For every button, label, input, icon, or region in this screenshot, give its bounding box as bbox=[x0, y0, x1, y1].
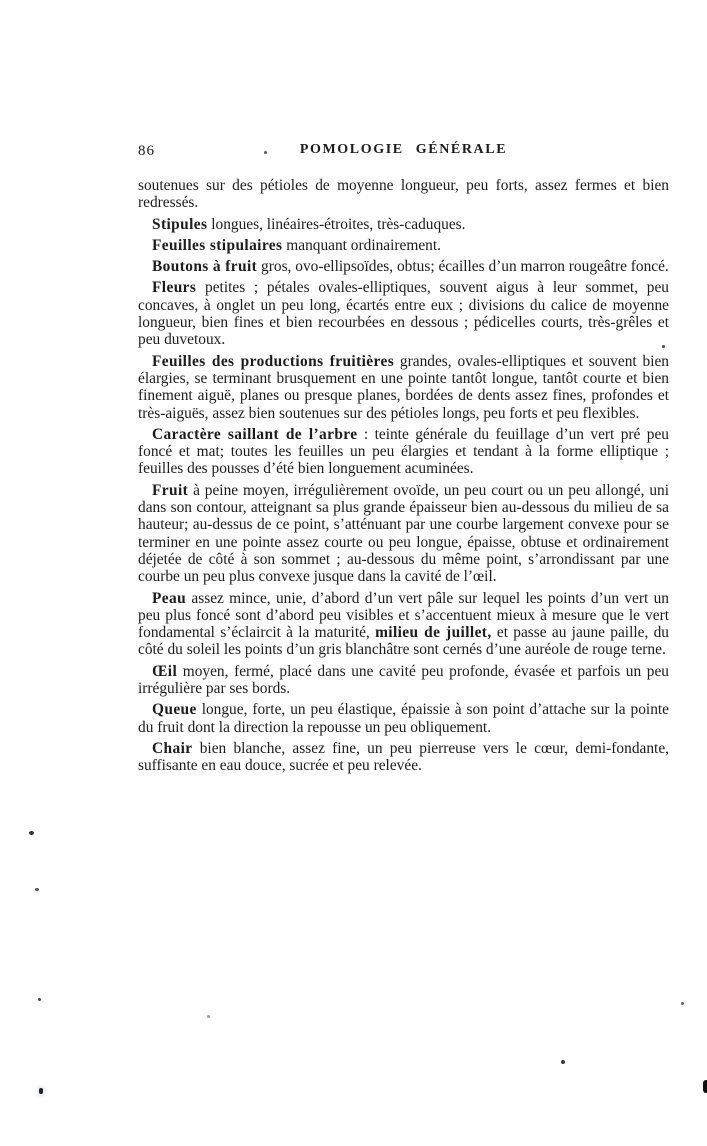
ink-speck bbox=[561, 1060, 565, 1064]
paragraph bbox=[138, 177, 669, 212]
page-header bbox=[138, 142, 669, 162]
paragraph bbox=[138, 258, 669, 275]
paragraph-lead-word: Peau bbox=[152, 589, 187, 607]
paragraph-lead-word: milieu de juillet, bbox=[375, 624, 492, 642]
paragraph-text: moyen, fermé, placé dans une cavité peu profonde, évasée et parfois un peu irrégulière par ses bords. bbox=[138, 662, 669, 698]
ink-speck bbox=[207, 1015, 210, 1018]
paragraph bbox=[138, 216, 669, 233]
paragraph-text: assez mince, unie, d’abord d’un vert pâle sur lequel les points d’un vert un peu plus foncé sont d’abord peu visibles et s’accentuent mieux à mesure que le vert fondamental s’éclaircit à la maturité, bbox=[138, 589, 669, 642]
paragraph-lead-word: Chair bbox=[152, 739, 193, 757]
running-title: POMOLOGIE GÉNÉRALE bbox=[299, 142, 508, 157]
ink-speck bbox=[39, 1088, 43, 1094]
paragraph-lead-word: Stipules bbox=[152, 215, 208, 233]
ink-speck bbox=[29, 831, 34, 835]
ink-blot bbox=[703, 1080, 707, 1093]
paragraph-lead-word: Fleurs bbox=[152, 279, 197, 297]
ink-speck bbox=[35, 888, 39, 891]
ink-speck bbox=[681, 1002, 684, 1005]
paragraph bbox=[138, 279, 669, 348]
paragraph-lead-word: Fruit bbox=[152, 481, 189, 499]
ink-speck bbox=[38, 998, 41, 1001]
paragraph-lead-word: Œil bbox=[152, 662, 178, 680]
paragraph-text: gros, ovo-ellipsoïdes, obtus; écailles d’un marron rougeâtre foncé. bbox=[257, 258, 669, 276]
paragraph-text: à peine moyen, irrégulièrement ovoïde, un peu court ou un peu allongé, uni dans son contour, atteignant sa plus grande épaisseur bien au-dessous du milieu de sa hauteur; au-dessus de ce point, s’atténuant par une courbe largement convexe pour se terminer en une pointe assez courte ou peu longue, épaisse, obtuse et ordinairement déjetée de côté à son sommet ; au-dessous du même point, s’arrondissant par une courbe un peu plus convexe jusque dans la cavité de l’œil. bbox=[138, 481, 669, 586]
paragraph bbox=[138, 353, 669, 422]
paragraph-text: : teinte générale du feuillage d’un vert pré peu foncé et mat; toutes les feuilles un peu élargies et tendant à la forme elliptique ; feuilles des pousses d’été bien longuement acuminées. bbox=[138, 425, 669, 478]
paragraph-lead-word: Queue bbox=[152, 701, 197, 719]
paragraph-lead-word: Caractère saillant de l’arbre bbox=[152, 425, 358, 443]
page-number: 86 bbox=[138, 143, 155, 159]
page-body bbox=[138, 177, 669, 779]
paragraph-text: grandes, ovales-elliptiques et souvent bien élargies, se terminant brusquement en une pointe tantôt longue, tantôt courte et bien finement aiguë, planes ou presque planes, bordées de dents assez fines, profondes et très-aiguës, assez bien soutenues sur des pétioles longs, peu forts et peu flexibles. bbox=[138, 352, 669, 422]
paragraph-text: bien blanche, assez fine, un peu pierreuse vers le cœur, demi-fondante, suffisante en eau douce, sucrée et peu relevée. bbox=[138, 739, 669, 775]
paragraph bbox=[138, 426, 669, 478]
paragraph bbox=[138, 482, 669, 586]
paragraph bbox=[138, 701, 669, 736]
paragraph-text: et passe au jaune paille, du côté du soleil les points d’un gris blanchâtre sont cernés d’une auréole de rouge terne. bbox=[138, 624, 669, 659]
paragraph bbox=[138, 590, 669, 659]
paragraph-text: longues, linéaires-étroites, très-caduques. bbox=[207, 215, 466, 233]
paragraph-lead-word: Feuilles des productions fruitières bbox=[152, 352, 395, 370]
paragraph-lead-word: Feuilles stipulaires bbox=[152, 236, 283, 254]
paragraph-text: soutenues sur des pétioles de moyenne longueur, peu forts, assez fermes et bien redressés. bbox=[138, 177, 669, 212]
paragraph-text: longue, forte, un peu élastique, épaissie à son point d’attache sur la pointe du fruit dont la direction la repousse un peu obliquement. bbox=[138, 701, 669, 736]
paragraph bbox=[138, 740, 669, 775]
paragraph-text: petites ; pétales ovales-elliptiques, souvent aigus à leur sommet, peu concaves, à onglet un peu long, écartés entre eux ; divisions du calice de moyenne longueur, bien fines et bien recourbées en dessous ; pédicelles courts, très-grêles et peu duvetoux. bbox=[138, 279, 669, 349]
paragraph bbox=[138, 663, 669, 698]
paragraph-text: manquant ordinairement. bbox=[282, 236, 441, 254]
ink-speck bbox=[662, 345, 665, 348]
ink-speck bbox=[264, 151, 267, 154]
paragraph bbox=[138, 237, 669, 254]
paragraph-lead-word: Boutons à fruit bbox=[152, 258, 258, 276]
